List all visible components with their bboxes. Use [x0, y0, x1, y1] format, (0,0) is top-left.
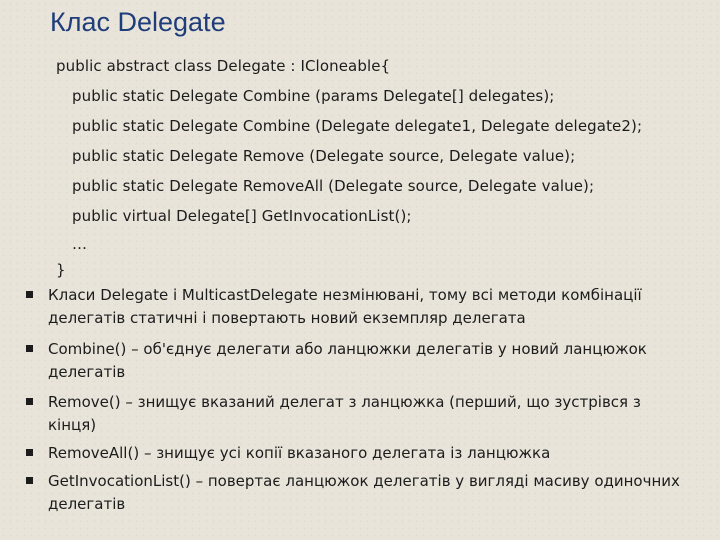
bullet-text: GetInvocationList() – повертає ланцюжок делегатів у вигляді масиву одиночних делегатів	[48, 472, 680, 513]
bullet-square-icon	[26, 477, 33, 484]
code-member-getinvocationlist: public virtual Delegate[] GetInvocationList();	[72, 207, 412, 225]
bullet-text: RemoveAll() – знищує усі копії вказаного делегата із ланцюжка	[48, 444, 551, 462]
code-member-combine-params: public static Delegate Combine (params Delegate[] delegates);	[72, 87, 555, 105]
code-member-combine-two: public static Delegate Combine (Delegate delegate1, Delegate delegate2);	[72, 117, 643, 135]
code-ellipsis: …	[72, 235, 88, 253]
bullet-text: Класи Delegate і MulticastDelegate незмінювані, тому всі методи комбінації делегатів статичні і повертають новий екземпляр делегата	[48, 286, 642, 327]
code-member-removeall: public static Delegate RemoveAll (Delegate source, Delegate value);	[72, 177, 595, 195]
slide-title: Клас Delegate	[50, 7, 226, 37]
bullet-text: Combine() – об'єднує делегати або ланцюжки делегатів у новий ланцюжок делегатів	[48, 340, 647, 381]
code-closing-brace: }	[56, 261, 66, 279]
bullet-text: Remove() – знищує вказаний делегат з ланцюжка (перший, що зустрівся з кінця)	[48, 393, 641, 434]
bullet-square-icon	[26, 398, 33, 405]
code-class-declaration: public abstract class Delegate : ICloneable{	[56, 57, 391, 75]
bullet-square-icon	[26, 345, 33, 352]
code-member-remove: public static Delegate Remove (Delegate source, Delegate value);	[72, 147, 576, 165]
bullet-square-icon	[26, 449, 33, 456]
bullet-square-icon	[26, 291, 33, 298]
